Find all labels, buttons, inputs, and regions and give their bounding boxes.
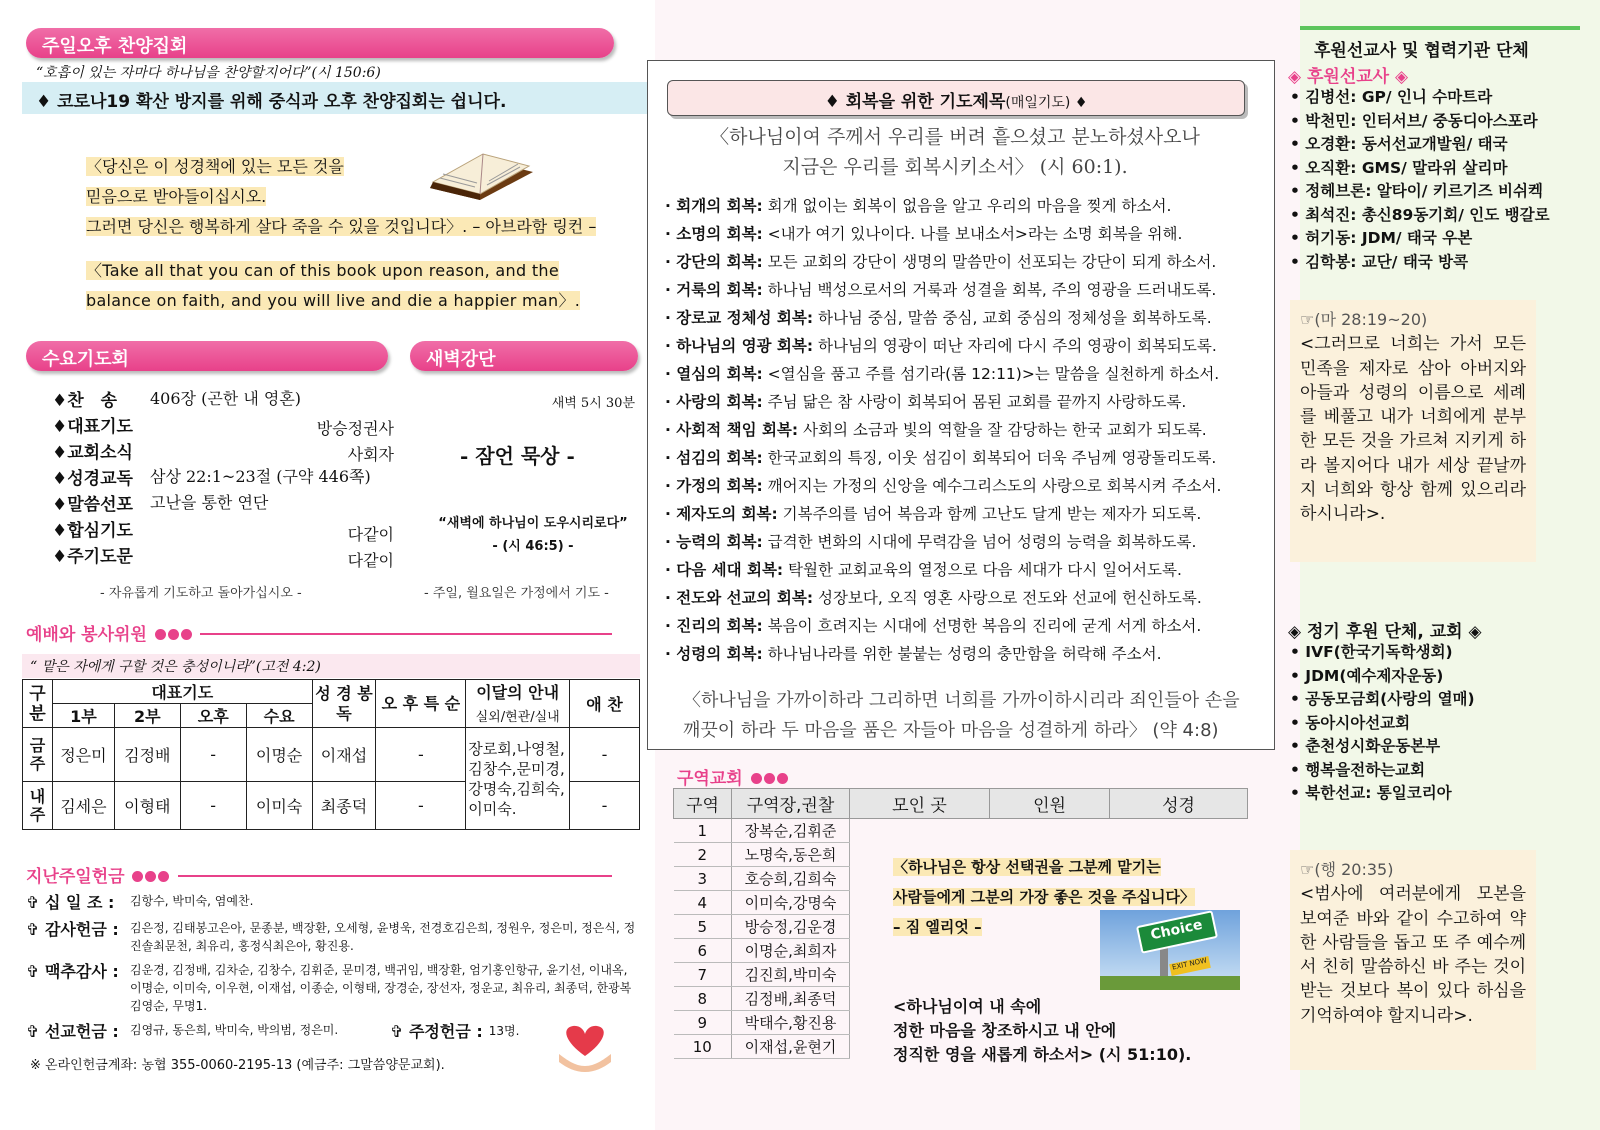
table-row	[23, 728, 640, 782]
en-line-1: 〈Take all that you can of this book upon reason, and the	[86, 261, 559, 280]
acts-verse-box	[1290, 850, 1536, 1070]
th-b1: 1부	[52, 704, 114, 728]
afternoon-quote: “호흡이 있는 자마다 하나님을 찬양할지어다”(시 150:6)	[36, 65, 381, 81]
matthew-ref: ☞(마 28:19~20)	[1300, 310, 1428, 329]
ko-line-1: 〈당신은 이 성경책에 있는 모든 것을	[86, 157, 344, 176]
prayer-key: · 사랑의 회복:	[665, 393, 763, 411]
weekly-label: ✞ 주정헌금 :	[390, 1022, 483, 1041]
list-item: • 춘천성시화운동본부	[1290, 737, 1441, 755]
elliot-line-1: 〈하나님은 항상 선택권을 그분께 맡기는	[893, 858, 1161, 876]
list-item: • JDM(예수제자운동)	[1290, 666, 1444, 685]
prayer-item	[665, 220, 1265, 248]
offering-names: 김영규, 동은희, 박미숙, 박의범, 정은미.	[130, 1023, 339, 1037]
offering-title	[26, 862, 169, 887]
cell: 9	[674, 1011, 732, 1035]
prayer-key: · 능력의 회복:	[665, 533, 763, 551]
offering-label: ✞ 감사헌금 :	[26, 920, 119, 939]
prayer-value: 회개 없이는 회복이 없음을 알고 우리의 마음을 찢게 하소서.	[762, 197, 1172, 215]
cell: 7	[674, 963, 732, 987]
prayer-value: 복음이 흐려지는 시대에 선명한 복음의 진리에 굳게 서게 하소서.	[762, 617, 1202, 635]
th-wed: 수요	[246, 704, 312, 728]
prayer-key: · 장로교 정체성 회복:	[665, 309, 814, 327]
cell: 4	[674, 891, 732, 915]
th-pm: 오후	[180, 704, 246, 728]
list-item: • 동아시아선교회	[1290, 713, 1411, 732]
middle-column	[655, 0, 1300, 1130]
cell: 이미숙,강명숙	[732, 891, 850, 915]
month-guide-cell: 장로회,나영철, 김창수,문미경, 강명숙,김희숙, 이미숙.	[466, 728, 570, 830]
prayer-key: · 전도와 선교의 회복:	[665, 589, 814, 607]
prayer-value: 기복주의를 넘어 복음과 함께 고난도 달게 받는 제자가 되도록.	[777, 505, 1202, 523]
offering-row	[26, 890, 642, 913]
dawn-verse-1: “새벽에 하나님이 도우시리로다”	[438, 516, 628, 531]
cell: 김세은	[52, 782, 114, 830]
prayer-item	[665, 472, 1265, 500]
prayer-key: · 소명의 회복:	[665, 225, 763, 243]
th-district: 구역	[674, 789, 732, 819]
cell: 김진희,박미숙	[732, 963, 850, 987]
weekly-value: 13명.	[488, 1024, 520, 1038]
missionary-head: ◈ 후원선교사 ◈	[1288, 67, 1409, 87]
psalm-verse	[893, 995, 1191, 1067]
offering-list	[26, 890, 642, 1046]
th-daepyo: 대표기도	[52, 680, 312, 704]
cell: 김정배	[114, 728, 180, 782]
matthew-verse-box	[1290, 300, 1536, 562]
cell: -	[376, 782, 466, 830]
prayer-list	[665, 192, 1265, 668]
prayer-item	[665, 388, 1265, 416]
prayer-key: · 제자도의 회복:	[665, 505, 778, 523]
order-right: 다같이	[347, 551, 394, 570]
prayer-item	[665, 192, 1265, 220]
cell: 최종덕	[312, 782, 376, 830]
prayer-key: · 강단의 회복:	[665, 253, 763, 271]
th-pm2: 오 후 특 순	[376, 680, 466, 728]
afternoon-title: 주일오후 찬양집회	[26, 28, 614, 58]
psalm-line-3: 정직한 영을 새롭게 하소서> (시 51:10).	[893, 1045, 1192, 1064]
order-label: ♦주기도문	[52, 547, 133, 567]
order-label: ♦성경교독	[52, 469, 133, 489]
prayer-value: 탁월한 교회교육의 열정으로 다음 세대가 다시 일어서도록.	[783, 561, 1182, 579]
cell: 이재섭,윤현기	[732, 1035, 850, 1059]
th-count: 인원	[990, 789, 1110, 819]
psalm-line-1: <하나님이여 내 속에	[893, 997, 1042, 1016]
prayer-title-sub: (매일기도) ♦	[1005, 95, 1088, 111]
cell: 10	[674, 1035, 732, 1059]
order-value: 삼상 22:1~23절 (구약 446쪽)	[150, 467, 371, 486]
prayer-value: 하나님나라를 위한 불붙는 성령의 충만함을 허락해 주소서.	[762, 645, 1162, 663]
prayer-key: · 가정의 회복:	[665, 477, 763, 495]
cell: -	[570, 782, 640, 830]
order-label: ♦대표기도	[52, 417, 133, 437]
prayer-item	[665, 332, 1265, 360]
prayer-item	[665, 304, 1265, 332]
list-item: • 정헤브론: 알타이/ 키르기즈 비쉬켁	[1290, 182, 1543, 200]
service-title-text: 예배와 봉사위원	[26, 625, 147, 645]
cell: 8	[674, 987, 732, 1011]
list-item: • 행복을전하는교회	[1290, 760, 1426, 779]
support-title: 후원선교사 및 협력기관 단체	[1314, 41, 1529, 61]
cell: 박태수,황진용	[732, 1011, 850, 1035]
prayer-item	[665, 276, 1265, 304]
order-label: ♦교회소식	[52, 443, 133, 463]
th-bible: 성 경 봉 독	[312, 680, 376, 728]
prayer-value: 깨어지는 가정의 신앙을 예수그리스도의 사랑으로 회복시켜 주소서.	[762, 477, 1222, 495]
prayer-outro-1: 〈하나님을 가까이하라 그리하면 너희를 가까이하시리라 죄인들아 손을	[683, 690, 1240, 711]
wednesday-order	[52, 386, 402, 568]
order-right: 사회자	[347, 445, 394, 464]
prayer-key: · 회개의 회복:	[665, 197, 763, 215]
prayer-item	[665, 584, 1265, 612]
prayer-key: · 거룩의 회복:	[665, 281, 763, 299]
prayer-value: <열심을 품고 주를 섬기라(롬 12:11)>는 말씀을 실천하게 하소서.	[762, 365, 1220, 383]
cell: 장복순,김휘준	[732, 819, 850, 843]
prayer-item	[665, 556, 1265, 584]
cell: 이형태	[114, 782, 180, 830]
ko-line-2: 믿음으로 받아들이십시오.	[86, 187, 267, 206]
offering-label: ✞ 십 일 조 :	[26, 893, 115, 912]
dawn-main: - 잠언 묵상 -	[460, 444, 575, 468]
acts-ref: ☞(행 20:35)	[1300, 860, 1394, 879]
th-choir: 애 찬	[570, 680, 640, 728]
elliot-line-2: 사람들에게 그분의 가장 좋은 것을 주십니다〉	[893, 888, 1195, 906]
left-column	[0, 0, 655, 1130]
th-b2: 2부	[114, 704, 180, 728]
order-right: 다같이	[347, 525, 394, 544]
prayer-value: 하나님의 영광이 떠난 자리에 다시 주의 영광이 회복되도록.	[813, 337, 1217, 355]
th-place: 모인 곳	[850, 789, 990, 819]
th-bible: 성경	[1110, 789, 1248, 819]
service-quote: “ 맡은 자에게 구할 것은 충성이니라”(고전 4:2)	[22, 654, 640, 678]
prayer-value: 모든 교회의 강단이 생명의 말씀만이 선포되는 강단이 되게 하소서.	[762, 253, 1217, 271]
service-title	[26, 620, 192, 645]
sign-text: Choice	[1136, 910, 1218, 954]
cell: 이명순	[246, 728, 312, 782]
offering-row	[26, 1019, 642, 1042]
ko-line-3: 그러면 당신은 행복하게 살다 죽을 수 있을 것입니다〉. – 아브라함 링컨 –	[86, 217, 597, 236]
cell: 이명순,최희자	[732, 939, 850, 963]
prayer-outro	[683, 686, 1263, 746]
prayer-item	[665, 500, 1265, 528]
prayer-title	[667, 80, 1245, 116]
order-value: 406장 (곤한 내 영혼)	[150, 389, 302, 408]
prayer-intro	[655, 122, 1255, 182]
prayer-item	[665, 640, 1265, 668]
week-cell: 금 주	[23, 728, 53, 782]
online-account: ※ 온라인헌금계좌: 농협 355-0060-2195-13 (예금주: 그말씀양문교회).	[30, 1058, 445, 1073]
org-head: ◈ 정기 후원 단체, 교회 ◈	[1288, 622, 1482, 642]
cell: -	[376, 728, 466, 782]
dawn-footer: - 주일, 월요일은 가정에서 기도 -	[424, 586, 609, 601]
cell: 이미숙	[246, 782, 312, 830]
list-item: • 오경환: 동서선교개발원/ 태국	[1290, 135, 1508, 153]
org-list	[1290, 641, 1475, 806]
offering-row	[26, 959, 642, 1015]
cell: 호승희,김희숙	[732, 867, 850, 891]
list-item: • 김병선: GP/ 인니 수마트라	[1290, 88, 1493, 106]
cell: 정은미	[52, 728, 114, 782]
sign-small: EXIT NOW	[1169, 956, 1211, 976]
order-right: 방승정권사	[316, 419, 394, 438]
prayer-item	[665, 248, 1265, 276]
cell: -	[180, 782, 246, 830]
prayer-intro-2: 지금은 우리를 회복시키소서〉 (시 60:1).	[782, 156, 1128, 178]
prayer-value: 주님 닮은 참 사랑이 회복되어 몸된 교회를 끝까지 사랑하도록.	[762, 393, 1187, 411]
cell: 노명숙,동은희	[732, 843, 850, 867]
prayer-outro-2: 깨끗이 하라 두 마음을 품은 자들아 마음을 성결하게 하라〉 (약 4:8)	[683, 720, 1219, 741]
district-title	[677, 764, 788, 789]
cell: 3	[674, 867, 732, 891]
order-label: ♦찬 송	[52, 391, 118, 411]
cell: -	[570, 728, 640, 782]
offering-label: ✞ 선교헌금 :	[26, 1022, 119, 1041]
offering-names: 김운경, 김정배, 김차순, 김창수, 김휘준, 문미경, 백귀임, 백장환, 엄기홍인항규, 윤기선, 이내옥, 이명순, 이미숙, 이우현, 이재섭, 이종순, 이형태, 장경순, 장선자, 정운교, 최유리, 최종덕, 한광복김영순, 무명1.	[130, 963, 632, 1013]
order-value: 고난을 통한 연단	[150, 493, 269, 512]
district-title-text: 구역교회	[677, 769, 743, 789]
th-leader: 구역장,권찰	[732, 789, 850, 819]
cell: 2	[674, 843, 732, 867]
cell: 6	[674, 939, 732, 963]
elliot-line-3: – 짐 엘리엇 –	[893, 918, 982, 936]
service-divider	[200, 633, 612, 635]
choice-sign-image	[1100, 910, 1240, 990]
prayer-key: · 하나님의 영광 회복:	[665, 337, 814, 355]
cell: 방승정,김운경	[732, 915, 850, 939]
list-item: • 최석진: 총신89동기회/ 인도 뱅갈로	[1290, 205, 1550, 224]
cell: 1	[674, 819, 732, 843]
service-table	[22, 679, 640, 830]
list-item: • 오직환: GMS/ 말라위 살리마	[1290, 158, 1508, 177]
dawn-time: 새벽 5시 30분	[551, 396, 635, 411]
prayer-value: 한국교회의 특징, 이웃 섬김이 회복되어 더욱 주님께 영광돌리도록.	[762, 449, 1217, 467]
offering-label: ✞ 맥추감사 :	[26, 962, 119, 981]
prayer-key: · 섬김의 회복:	[665, 449, 763, 467]
missionary-list	[1290, 86, 1550, 274]
offering-row	[26, 917, 642, 955]
cell: -	[180, 728, 246, 782]
prayer-item	[665, 444, 1265, 472]
list-item: • 허기동: JDM/ 태국 우본	[1290, 229, 1473, 247]
green-top-line	[1300, 26, 1580, 30]
list-item: • IVF(한국기독학생회)	[1290, 643, 1453, 661]
dawn-verse	[420, 512, 646, 554]
prayer-value: 급격한 변화의 시대에 무력감을 넘어 성령의 능력을 회복하도록.	[762, 533, 1197, 551]
cell: 이재섭	[312, 728, 376, 782]
acts-text: <범사에 여러분에게 모본을 보여준 바와 같이 수고하여 약한 사람들을 돕고 또 주 예수께서 친히 말씀하신 바 주는 것이 받는 것보다 복이 있다 하심을 기억하여야 할지니라>.	[1300, 884, 1526, 1026]
order-label: ♦말씀선포	[52, 495, 133, 515]
wednesday-footer: - 자유롭게 기도하고 돌아가십시오 -	[100, 586, 302, 601]
list-item: • 김학봉: 교단/ 태국 방콕	[1290, 252, 1469, 271]
th-month-sub: 실외/현관/실내	[466, 704, 570, 728]
offering-names: 김항수, 박미숙, 염예찬.	[130, 894, 254, 908]
bible-book-image	[425, 150, 535, 206]
prayer-title-main: ♦ 회복을 위한 기도제목	[824, 92, 1006, 112]
prayer-value: 하나님 중심, 말씀 중심, 교회 중심의 정체성을 회복하도록.	[813, 309, 1212, 327]
cell: 김정배,최종덕	[732, 987, 850, 1011]
dawn-title: 새벽강단	[410, 341, 638, 371]
prayer-item	[665, 360, 1265, 388]
prayer-key: · 다음 세대 회복:	[665, 561, 784, 579]
th-month: 이달의 안내	[466, 680, 570, 704]
week-cell: 내 주	[23, 782, 53, 830]
prayer-value: 성장보다, 오직 영혼 사랑으로 전도와 선교에 헌신하도록.	[813, 589, 1202, 607]
cell: 5	[674, 915, 732, 939]
list-item: • 박천민: 인터서브/ 중동디아스포라	[1290, 111, 1538, 130]
heart-hands-icon	[555, 1020, 615, 1072]
prayer-key: · 진리의 회복:	[665, 617, 763, 635]
offering-title-text: 지난주일헌금	[26, 867, 125, 887]
prayer-value: <내가 여기 있나이다. 나를 보내소서>라는 소명 회복을 위해.	[762, 225, 1183, 243]
prayer-key: · 열심의 회복:	[665, 365, 763, 383]
covid-notice: ♦ 코로나19 확산 방지를 위해 중식과 오후 찬양집회는 쉽니다.	[22, 82, 648, 114]
list-item: • 북한선교: 통일코리아	[1290, 784, 1452, 802]
prayer-item	[665, 528, 1265, 556]
th-gubun: 구 분	[23, 680, 53, 728]
right-column	[1288, 0, 1600, 1130]
prayer-value: 하나님 백성으로서의 거룩과 성결을 회복, 주의 영광을 드러내도록.	[762, 281, 1217, 299]
order-label: ♦합심기도	[52, 521, 133, 541]
offering-names: 김은정, 김태봉고은아, 문종분, 백장환, 오세형, 윤병욱, 전경호김은희, 정원우, 정은미, 정은식, 정진솔최문천, 최유리, 홍정식최은아, 황진용.	[130, 921, 636, 953]
psalm-line-2: 정한 마음을 창조하시고 내 안에	[893, 1021, 1117, 1040]
list-item: • 공동모금회(사랑의 열매)	[1290, 690, 1475, 708]
wednesday-title: 수요기도회	[26, 341, 388, 371]
prayer-value: 사회의 소금과 빛의 역할을 잘 감당하는 한국 교회가 되도록.	[798, 421, 1207, 439]
table-row	[674, 819, 1248, 843]
matthew-text: <그러므로 너희는 가서 모든 민족을 제자로 삼아 아버지와 아들과 성령의 이름으로 세례를 베풀고 내가 너희에게 분부한 모든 것을 가르쳐 지키게 하라 볼지어다 내가 세상 끝날까지 너희와 항상 함께 있으리라 하시니라>.	[1300, 334, 1526, 525]
offering-divider	[178, 875, 612, 877]
lincoln-quote-en	[86, 256, 580, 316]
prayer-intro-1: 〈하나님이여 주께서 우리를 버려 흩으셨고 분노하셨사오나	[710, 126, 1200, 148]
prayer-key: · 사회적 책임 회복:	[665, 421, 799, 439]
dawn-verse-2: - (시 46:5) -	[492, 539, 574, 554]
en-line-2: balance on faith, and you will live and die a happier man〉.	[86, 291, 581, 310]
prayer-item	[665, 416, 1265, 444]
prayer-item	[665, 612, 1265, 640]
prayer-key: · 성령의 회복:	[665, 645, 763, 663]
